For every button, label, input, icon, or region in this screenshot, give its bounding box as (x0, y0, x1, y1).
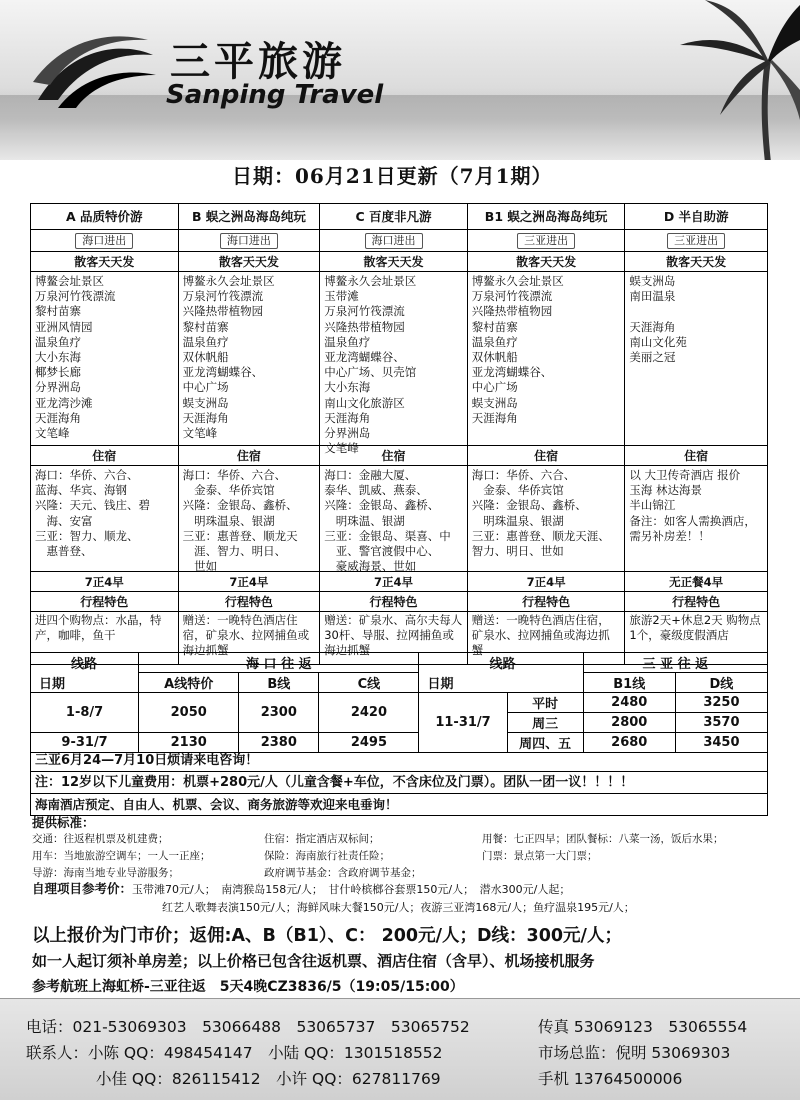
list-item: 玉带滩 (324, 289, 359, 304)
list-item: 以 大卫传奇酒店 报价 (629, 468, 741, 482)
grid-row-titles (31, 204, 767, 230)
self-pay-line-2: 红艺人歌舞表演150元/人；海鲜风味大餐150元/人；夜游三亚湾168元/人；鱼疗温泉195元/人； (162, 901, 635, 914)
list-item: 黎村苗寨 (471, 319, 518, 334)
list-item: 蜈支洲岛 (182, 395, 229, 410)
price-cell: 2800 (583, 713, 675, 733)
standards-row (32, 831, 772, 848)
list-item: 温泉鱼疗 (471, 334, 518, 349)
list-item: 三亚：惠普登、顺龙天 (182, 528, 298, 543)
list-item: 金泰、华侨宾馆 (182, 483, 275, 498)
column-title-d: D 半自助游 (625, 204, 767, 230)
list-item: 海口：金融大厦、 (324, 468, 417, 482)
feature-text: 赠送：一晚特色酒店住宿，矿泉水、拉网捕鱼或海边抓蟹 (468, 612, 626, 664)
wave-logo-icon (28, 30, 158, 110)
list-item: 博鳌会址景区 (35, 274, 104, 288)
list-item: 三亚：智力、顺龙、 (35, 528, 139, 543)
hotel-heading: 住宿 (320, 446, 468, 466)
list-item: 兴隆：金银岛、鑫桥、 (324, 498, 440, 513)
meal-plan: 7正4早 (179, 572, 321, 592)
list-item: 兴隆热带植物园 (471, 304, 553, 319)
list-item: 中心广场、贝壳馆 (324, 365, 417, 380)
list-item: 南山文化苑 (629, 334, 687, 349)
price-table (30, 652, 768, 753)
spot-list (31, 272, 179, 446)
phone-numbers: 电话：021-53069303 53066488 53065737 53065752 (26, 1018, 470, 1036)
port-badge: 海口进出 (75, 233, 133, 249)
list-item: 亚龙湾蝴蝶谷、 (182, 365, 264, 380)
hotel-heading: 住宿 (179, 446, 321, 466)
list-item: 椰梦长廊 (35, 365, 81, 380)
price-cell: 3570 (675, 713, 767, 733)
feature-text: 赠送：矿泉水、高尔夫每人30杆、导服、拉网捕鱼或海边抓蟹 (320, 612, 468, 664)
day-type: 周三 (507, 713, 583, 733)
market-director: 市场总监：倪明 53069303 (538, 1044, 731, 1062)
fax-numbers: 传真 53069123 53065554 (538, 1018, 748, 1036)
standards-row (32, 848, 772, 865)
port-badge: 三亚进出 (517, 233, 575, 249)
column-title-a: A 品质特价游 (31, 204, 179, 230)
standard-item: 保险：海南旅行社责任险； (264, 850, 390, 862)
grid-row-ports (31, 230, 767, 252)
list-item: 兴隆：金银岛、鑫桥、 (471, 498, 587, 513)
price-cell: 2480 (583, 693, 675, 713)
port-badge: 海口进出 (220, 233, 278, 249)
list-item: 金泰、华侨宾馆 (471, 483, 564, 498)
list-item: 南田温泉 (629, 289, 676, 304)
list-item: 文笔峰 (35, 426, 70, 441)
price-cell: 2050 (139, 693, 239, 733)
header-banner (0, 0, 800, 160)
list-item: 中心广场 (182, 380, 229, 395)
list-item: 黎村苗寨 (35, 304, 81, 319)
self-pay-items (32, 880, 772, 917)
list-item: 温泉鱼疗 (35, 334, 81, 349)
standard-item: 用餐：七正四早；团队餐标：八菜一汤，饭后水果； (482, 833, 724, 845)
list-item: 万泉河竹筏漂流 (35, 289, 116, 304)
haikou-date-2: 9-31/7 (31, 733, 139, 753)
hotel-list (320, 466, 468, 572)
grid-row-hotels (31, 466, 767, 572)
list-item: 世如 (182, 559, 218, 574)
column-title-b1: B1 蜈之洲岛海岛纯玩 (468, 204, 626, 230)
list-item: 半山锦江 (629, 498, 676, 513)
price-cell: 2420 (319, 693, 419, 733)
grid-row-meals (31, 572, 767, 592)
notice-services: 海南酒店预定、自由人、机票、会议、商务旅游等欢迎来电垂询！ (30, 794, 768, 816)
col-d: D线 (675, 673, 767, 693)
feature-text: 赠送：一晚特色酒店住宿，矿泉水、拉网捕鱼或海边抓蟹 (179, 612, 321, 664)
list-item: 海口：华侨、六合、 (35, 468, 139, 482)
haikou-title: 海 口 往 返 (139, 653, 419, 673)
feature-text: 进四个购物点：水晶，特产，咖啡，鱼干 (31, 612, 179, 664)
list-item: 亚洲风情园 (35, 319, 93, 334)
mobile-number: 手机 13764500006 (538, 1070, 683, 1088)
list-item: 明珠温泉、银湖 (471, 513, 564, 528)
sanya-title: 三 亚 往 返 (583, 653, 767, 673)
spot-list (468, 272, 626, 446)
daily-departure: 散客天天发 (31, 252, 179, 272)
feature-heading: 行程特色 (179, 592, 321, 612)
list-item: 亚龙湾沙滩 (35, 395, 93, 410)
list-item: 兴隆热带植物园 (324, 319, 405, 334)
column-title-b: B 蜈之洲岛海岛纯玩 (179, 204, 321, 230)
list-item: 黎村苗寨 (182, 319, 229, 334)
list-item: 亚龙湾蝴蝶谷、 (324, 350, 405, 365)
route-label: 线路 (31, 653, 139, 673)
flight-line: 参考航班上海虹桥-三亚往返 5天4晚CZ3836/5（19:05/15:00） (32, 979, 464, 995)
notice-child: 注：12岁以下儿童费用：机票+280元/人（儿童含餐+车位，不含床位及门票）。团队一团一议！！！！ (30, 772, 768, 794)
hotel-list (179, 466, 321, 572)
feature-heading: 行程特色 (320, 592, 468, 612)
list-item: 天涯海角 (35, 410, 81, 425)
daily-departure: 散客天天发 (625, 252, 767, 272)
route-label-sanya: 线路 (419, 653, 583, 673)
list-item: 温泉鱼疗 (182, 334, 229, 349)
list-item: 大小东海 (324, 380, 371, 395)
list-item: 天涯海角 (182, 410, 229, 425)
list-item: 蜈支洲岛 (629, 274, 676, 288)
contact-footer (0, 998, 800, 1100)
list-item: 天涯海角 (629, 319, 676, 334)
list-item: 双休帆船 (471, 350, 518, 365)
list-item: 兴隆：天元、钱庄、碧 (35, 498, 150, 513)
list-item: 惠普登、 (35, 544, 93, 559)
meal-plan: 7正4早 (468, 572, 626, 592)
feature-heading: 行程特色 (625, 592, 767, 612)
list-item: 智力、明日、世如 (471, 544, 564, 559)
daily-departure: 散客天天发 (320, 252, 468, 272)
feature-heading: 行程特色 (31, 592, 179, 612)
list-item: 海、安富 (35, 513, 93, 528)
feature-heading: 行程特色 (468, 592, 626, 612)
list-item: 兴隆：金银岛、鑫桥、 (182, 498, 298, 513)
spot-list (179, 272, 321, 446)
list-item: 兴隆热带植物园 (182, 304, 264, 319)
standard-item: 交通：往返程机票及机建费； (32, 833, 169, 845)
feature-text: 旅游2天+休息2天 购物点1个，豪级度假酒店 (629, 613, 761, 642)
list-item: 双休帆船 (182, 350, 229, 365)
standards-title: 提供标准： (32, 815, 95, 830)
list-item: 海口：华侨、六合、 (471, 468, 576, 482)
price-cell: 2130 (139, 733, 239, 753)
price-cell: 2380 (239, 733, 319, 753)
list-item: 需另补房差！！ (629, 528, 710, 543)
standard-item: 用车：当地旅游空调车；一人一正座； (32, 850, 211, 862)
date-label: 日期 (31, 673, 139, 693)
list-item: 博鳌永久会址景区 (324, 274, 417, 288)
update-date: 日期：06月21日更新（7月1期） (232, 164, 553, 188)
list-item: 南山文化旅游区 (324, 395, 405, 410)
standard-item: 住宿：指定酒店双标间； (264, 833, 380, 845)
list-item: 豪威海景、世如 (324, 559, 417, 574)
list-item: 文笔峰 (182, 426, 218, 441)
list-item: 大小东海 (35, 350, 81, 365)
list-item: 分界洲岛 (35, 380, 81, 395)
daily-departure: 散客天天发 (179, 252, 321, 272)
notice-sanya: 三亚6月24—7月10日烦请来电咨询！ (30, 750, 768, 772)
price-cell: 3450 (675, 733, 767, 753)
col-a: A线特价 (139, 673, 239, 693)
meal-plan: 7正4早 (31, 572, 179, 592)
list-item: 亚、警官渡假中心、 (324, 544, 440, 559)
list-item (629, 304, 763, 319)
price-cell: 2680 (583, 733, 675, 753)
hotel-heading: 住宿 (31, 446, 179, 466)
spot-list (625, 272, 767, 446)
day-type: 平时 (507, 693, 583, 713)
price-cell: 2300 (239, 693, 319, 733)
hotel-list (468, 466, 626, 572)
meal-plan: 7正4早 (320, 572, 468, 592)
sanya-date: 11-31/7 (419, 693, 507, 753)
list-item: 明珠温泉、银湖 (182, 513, 275, 528)
list-item: 备注：如客人需换酒店， (629, 513, 756, 528)
hotel-list (625, 466, 767, 572)
list-item: 蓝海、华宾、海钢 (35, 483, 127, 498)
list-item: 三亚：惠普登、顺龙天涯、 (471, 528, 610, 543)
list-item: 文笔峰 (324, 441, 359, 456)
list-item: 蜈支洲岛 (471, 395, 518, 410)
price-cell: 3250 (675, 693, 767, 713)
standard-item: 门票：景点第一大门票； (482, 850, 598, 862)
price-cell: 2495 (319, 733, 419, 753)
contacts-line-2: 小佳 QQ：826115412 小许 QQ：627811769 (96, 1070, 441, 1088)
hotel-heading: 住宿 (625, 446, 767, 466)
list-item: 涯、智力、明日、 (182, 544, 287, 559)
contacts-line-1: 联系人：小陈 QQ：498454147 小陆 QQ：1301518552 (26, 1044, 443, 1062)
hotel-list (31, 466, 179, 572)
list-item: 中心广场 (471, 380, 518, 395)
list-item: 玉海 林达海景 (629, 483, 703, 498)
haikou-date-1: 1-8/7 (31, 693, 139, 733)
daily-departure: 散客天天发 (468, 252, 626, 272)
list-item: 万泉河竹筏漂流 (182, 289, 264, 304)
list-item: 海口：华侨、六合、 (182, 468, 287, 482)
service-standards (32, 814, 772, 882)
grid-row-feat-title (31, 592, 767, 612)
day-type: 周四、五 (507, 733, 583, 753)
palm-tree-icon (650, 0, 800, 160)
self-pay-line-1: 玉带滩70元/人； 南湾猴岛158元/人； 甘什岭槟榔谷套票150元/人； 潜水300元/人起； (132, 883, 571, 896)
col-b: B线 (239, 673, 319, 693)
list-item: 天涯海角 (471, 410, 518, 425)
self-pay-title: 自理项目参考价： (32, 881, 133, 896)
grid-row-daily (31, 252, 767, 272)
list-item: 亚龙湾蝴蝶谷、 (471, 365, 553, 380)
list-item: 万泉河竹筏漂流 (471, 289, 553, 304)
single-room-line: 如一人起订须补单房差；以上价格已包含往返机票、酒店住宿（含早）、机场接机服务 (32, 952, 595, 970)
list-item: 美丽之冠 (629, 350, 676, 365)
col-b1: B1线 (583, 673, 675, 693)
itinerary-grid (30, 203, 768, 665)
list-item: 明珠温、银湖 (324, 513, 405, 528)
list-item: 博鳌永久会址景区 (182, 274, 275, 288)
list-item: 三亚：金银岛、渠喜、中 (324, 528, 451, 543)
commission-line: 以上报价为门市价；返佣:A、B（B1）、C： 200元/人；D线：300元/人； (32, 926, 622, 946)
column-title-c: C 百度非凡游 (320, 204, 468, 230)
list-item: 泰华、凯威、燕泰、 (324, 483, 428, 498)
list-item: 天涯海角 (324, 410, 371, 425)
standard-item: 政府调节基金：含政府调节基金； (264, 867, 422, 879)
list-item: 万泉河竹筏漂流 (324, 304, 405, 319)
brand-name-en: Sanping Travel (166, 80, 384, 110)
col-c: C线 (319, 673, 419, 693)
list-item: 博鳌永久会址景区 (471, 274, 564, 288)
list-item: 温泉鱼疗 (324, 334, 371, 349)
grid-row-hotel-title (31, 446, 767, 466)
port-badge: 海口进出 (365, 233, 423, 249)
list-item: 分界洲岛 (324, 426, 371, 441)
hotel-heading: 住宿 (468, 446, 626, 466)
date-label-sanya: 日期 (419, 673, 583, 693)
brand-name-cn: 三平旅游 (170, 39, 346, 85)
standard-item: 导游：海南当地专业导游服务； (32, 867, 179, 879)
port-badge: 三亚进出 (667, 233, 725, 249)
meal-plan: 无正餐4早 (625, 572, 767, 592)
